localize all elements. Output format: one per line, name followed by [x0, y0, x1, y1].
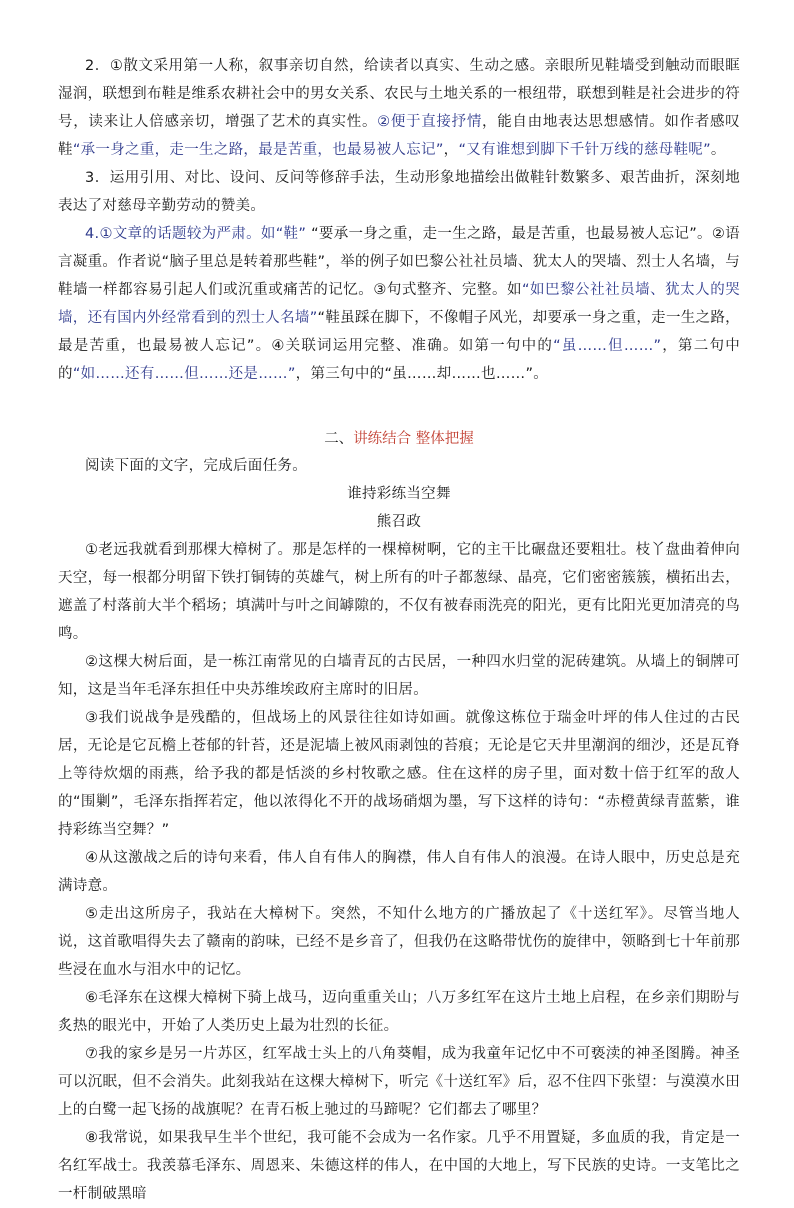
- answer-4-quote-walls: “如巴黎公社社员墙、犹太人的哭墙，还有国内外经常看到的烈士人名墙”: [58, 282, 741, 326]
- answer-3: 3．运用引用、对比、设问、反问等修辞手法，生动形象地描绘出做鞋针数繁多、艰苦曲折，深刻地表达了对慈母辛勤劳动的赞美。: [58, 170, 740, 214]
- answer-4-text-c: ，第二句中的: [58, 338, 741, 382]
- answer-4-text-b: “鞋虽踩在脚下，不像帽子风光，却要承一身之重，走一生之路，最是苦重，也最易被人忘记”。④关联词运用完整、准确。如第一句中的: [58, 310, 740, 354]
- answer-2-text-b: ，能自由地表达思想感情。如作者感叹鞋: [58, 114, 740, 158]
- article-author: 熊召政: [376, 514, 422, 530]
- answer-2-comma: ，: [443, 142, 459, 158]
- document-page: [58, 52, 740, 1208]
- answer-4-text: “要承一身之重，走一生之路，最是苦重，也最易被人忘记”。②语言凝重。作者说“脑子里总是转着那些鞋”，举的例子如巴黎公社社员墙、犹太人的哭墙、烈士人名墙，与鞋墙一样都容易引起人们或沉重或痛苦的记忆。③句式整齐、完整。如: [58, 226, 740, 298]
- paragraph-8: ⑧我常说，如果我早生半个世纪，我可能不会成为一名作家。几乎不用置疑，多血质的我，肯定是一名红军战士。我羡慕毛泽东、周恩来、朱德这样的伟人，在中国的大地上，写下民族的史诗。一支笔比之一杆制破黑暗: [58, 1130, 740, 1202]
- answer-2: [58, 52, 740, 164]
- article-title: 谁持彩练当空舞: [347, 486, 451, 502]
- answer-4-intro: 4.①文章的话题较为严肃。如: [85, 226, 276, 242]
- paragraph-6: ⑥毛泽东在这棵大樟树下骑上战马，迈向重重关山；八万多红军在这片土地上启程，在乡亲们期盼与炙热的眼光中，开始了人类历史上最为壮烈的长征。: [58, 990, 740, 1034]
- answer-2-end: 。: [710, 142, 726, 158]
- answer-2-text: 2．①散文采用第一人称，叙事亲切自然，给读者以真实、生动之感。亲眼所见鞋墙受到触动而眼眶湿润，联想到布鞋是维系农耕社会中的男女关系、农民与土地关系的一根纽带，联想到鞋是社会进步的符号，读来让人倍感亲切，增强了艺术的真实性。: [58, 58, 740, 130]
- instruction: 阅读下面的文字，完成后面任务。: [85, 458, 307, 474]
- answer-2-quote-2: “又有谁想到脚下千针万线的慈母鞋呢”: [458, 142, 711, 158]
- paragraph-7: ⑦我的家乡是另一片苏区，红军战士头上的八角葵帽，成为我童年记忆中不可亵渎的神圣图腾。神圣可以沉眠，但不会消失。此刻我站在这棵大樟树下，听完《十送红军》后，忍不住四下张望：与漠漠水田上的白鹭一起飞扬的战旗呢？在青石板上驰过的马蹄呢？它们都去了哪里？: [58, 1046, 740, 1118]
- answer-2-highlight: ②便于直接抒情: [377, 114, 483, 130]
- answer-4: [58, 220, 740, 388]
- paragraph-1: ①老远我就看到那棵大樟树了。那是怎样的一棵樟树啊，它的主干比碾盘还要粗壮。枝丫盘曲着伸向天空，每一根都分明留下铁打铜铸的英雄气，树上所有的叶子都葱绿、晶亮，它们密密簇簇，横拓出去，遮盖了村落前大半个稻场；填满叶与叶之间罅隙的，不仅有被春雨洗亮的阳光，更有比阳光更加清亮的鸟鸣。: [58, 542, 740, 642]
- answer-4-conj-1: “虽……但……”: [553, 338, 662, 354]
- answer-4-end: ，第三句中的“虽……却……也……”。: [295, 366, 549, 382]
- paragraph-4: ④从这激战之后的诗句来看，伟人自有伟人的胸襟，伟人自有伟人的浪漫。在诗人眼中，历史总是充满诗意。: [58, 850, 740, 894]
- section-heading: [58, 426, 740, 452]
- answer-4-conj-2: “如……还有……但……还是……”: [72, 366, 296, 382]
- answer-4-quote-shoe: “鞋”: [275, 226, 307, 242]
- answer-2-quote-1: “承一身之重，走一生之路，最是苦重，也最易被人忘记”: [72, 142, 444, 158]
- section-title: 讲练结合 整体把握: [353, 431, 474, 447]
- paragraph-2: ②这棵大树后面，是一栋江南常见的白墙青瓦的古民居，一种四水归堂的泥砖建筑。从墙上的铜牌可知，这是当年毛泽东担任中央苏维埃政府主席时的旧居。: [58, 654, 740, 698]
- paragraph-5: ⑤走出这所房子，我站在大樟树下。突然，不知什么地方的广播放起了《十送红军》。尽管当地人说，这首歌唱得失去了赣南的韵味，已经不是乡音了，但我仍在这略带忧伤的旋律中，领略到七十年前那些浸在血水与泪水中的记忆。: [58, 906, 740, 978]
- paragraph-3: ③我们说战争是残酷的，但战场上的风景往往如诗如画。就像这栋位于瑞金叶坪的伟人住过的古民居，无论是它瓦檐上苍郁的针苔，还是泥墙上被风雨剥蚀的苔痕；无论是它天井里潮润的细沙，还是瓦脊上等待炊烟的雨燕，给予我的都是恬淡的乡村牧歌之感。住在这样的房子里，面对数十倍于红军的敌人的“围剿”，毛泽东指挥若定，他以浓得化不开的战场硝烟为墨，写下这样的诗句：“赤橙黄绿青蓝紫，谁持彩练当空舞？”: [58, 710, 740, 838]
- section-number: 二、: [324, 431, 354, 447]
